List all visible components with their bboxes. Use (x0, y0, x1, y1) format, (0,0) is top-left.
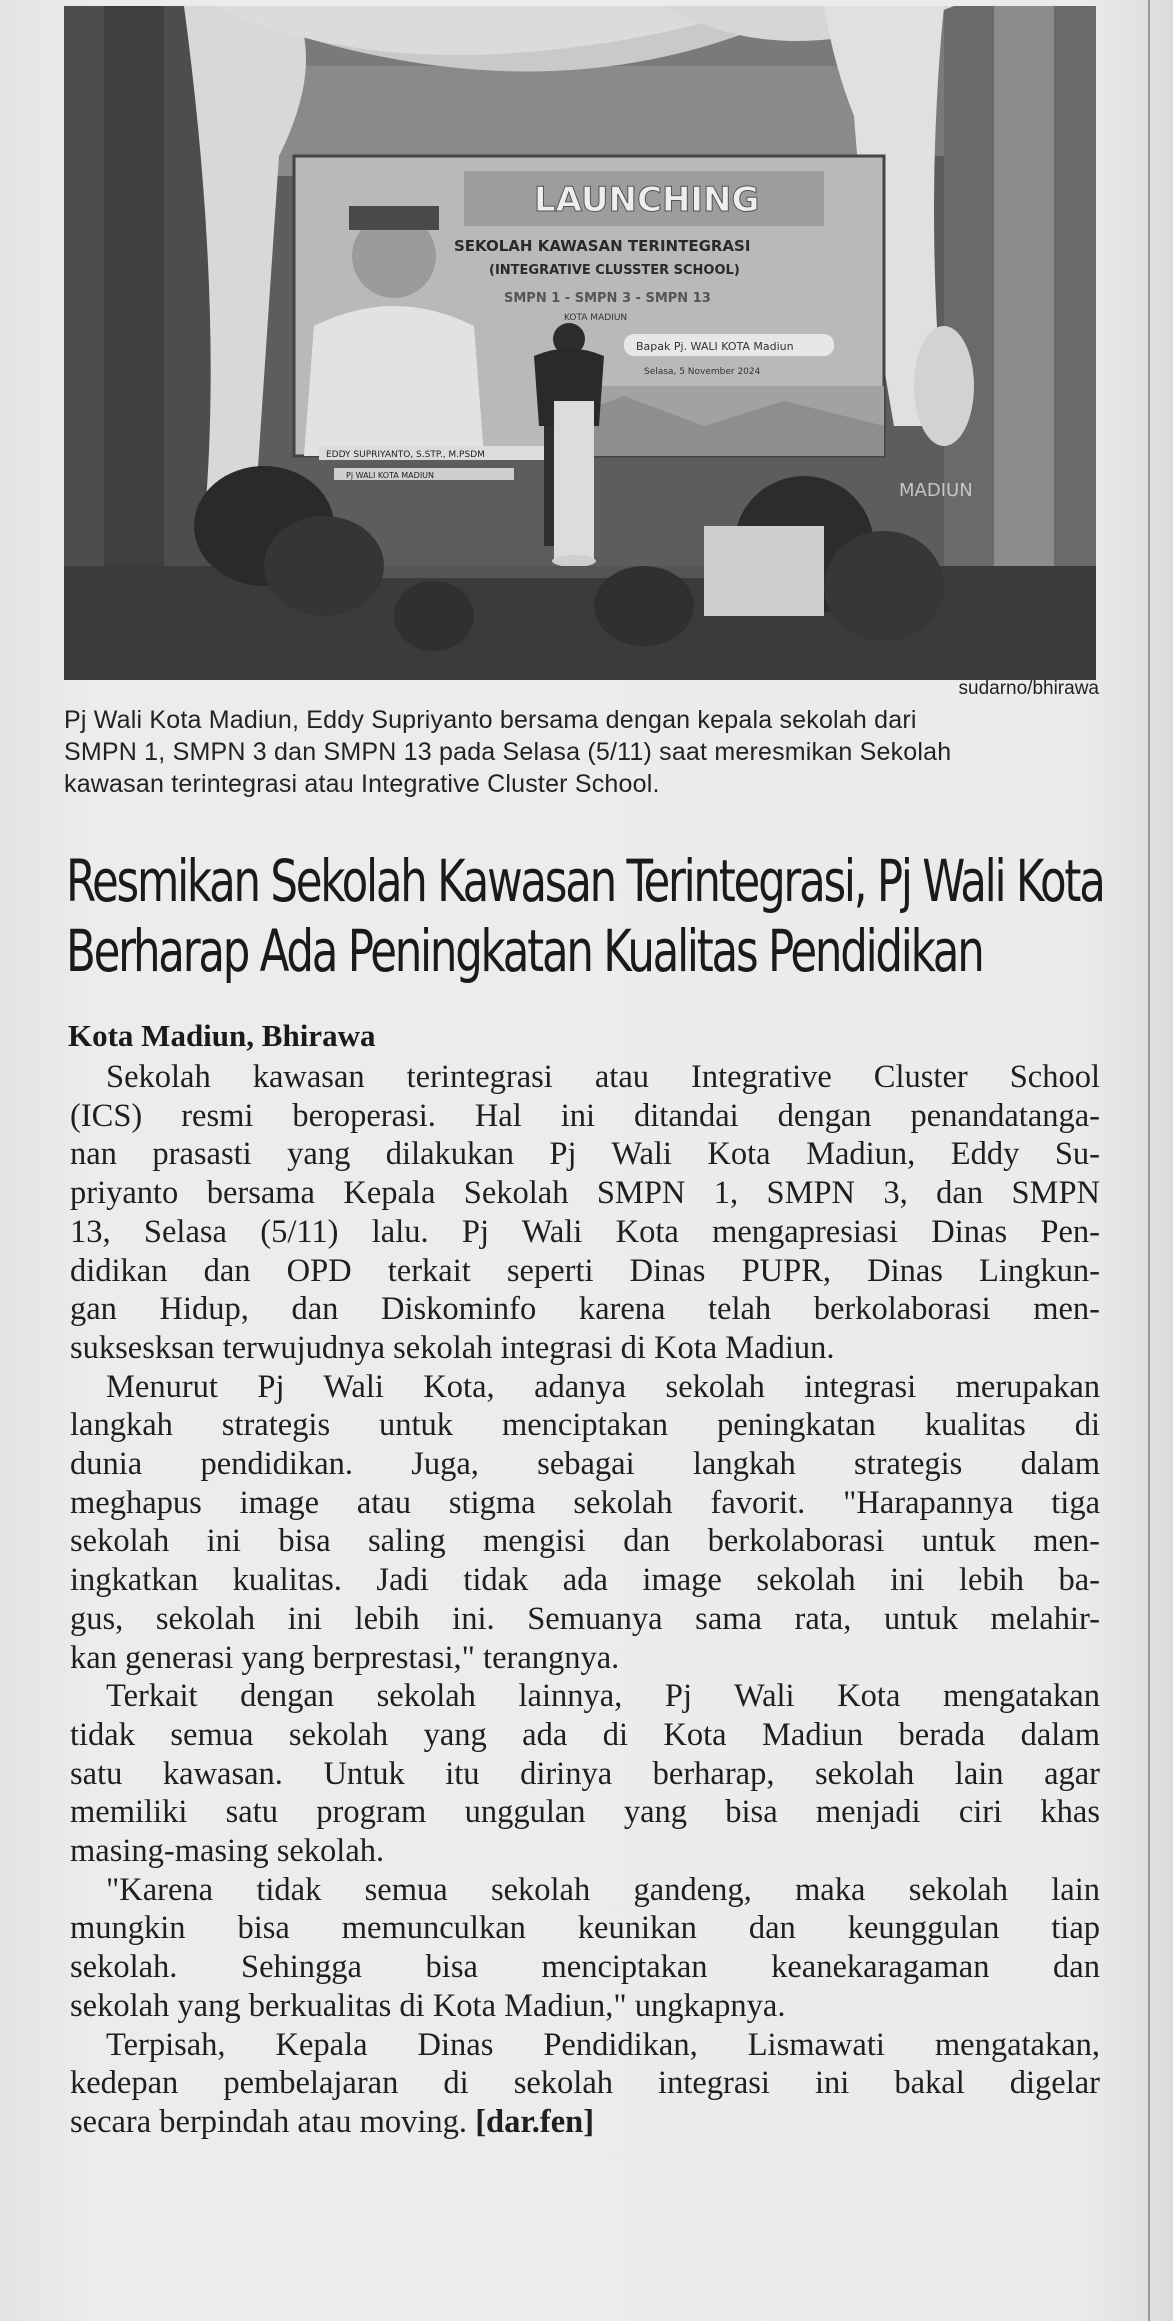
body-line: secara berpindah atau moving. (70, 2103, 468, 2140)
body-line: masing-masing sekolah. (70, 1833, 385, 1870)
banner-line2: (INTEGRATIVE CLUSSTER SCHOOL) (489, 263, 740, 278)
caption-line: SMPN 1, SMPN 3 dan SMPN 13 pada Selasa (5/11) saat meresmikan Sekolah (64, 738, 952, 766)
body-line: gan Hidup, dan Diskominfo karena telah berkolaborasi men- (70, 1291, 1100, 1328)
body-line: sekolah ini bisa saling mengisi dan berkolaborasi untuk men- (70, 1523, 1100, 1560)
article-body (70, 1058, 1100, 2142)
author-signoff: [dar.fen] (475, 2103, 595, 2140)
banner-role: Pj WALI KOTA MADIUN (346, 471, 435, 480)
photo-caption (64, 704, 1104, 800)
banner-title: LAUNCHING (534, 180, 760, 220)
side-text: MADIUN (899, 480, 973, 501)
body-line: didikan dan OPD terkait seperti Dinas PUPR, Dinas Lingkun- (70, 1252, 1100, 1289)
body-line: priyanto bersama Kepala Sekolah SMPN 1, SMPN 3, dan SMPN (70, 1175, 1100, 1212)
body-line: (ICS) resmi beroperasi. Hal ini ditandai dengan penandatanga- (70, 1097, 1100, 1134)
body-line: memiliki satu program unggulan yang bisa menjadi ciri khas (70, 1794, 1100, 1831)
body-line: suksesksan terwujudnya sekolah integrasi di Kota Madiun. (70, 1329, 835, 1366)
caption-line: Pj Wali Kota Madiun, Eddy Supriyanto bersama dengan kepala sekolah dari (64, 706, 917, 734)
headline-line: Berharap Ada Peningkatan Kualitas Pendidikan (66, 917, 983, 985)
body-line: dunia pendidikan. Juga, sebagai langkah strategis dalam (70, 1446, 1100, 1483)
news-photo (64, 6, 1096, 680)
banner-line3: SMPN 1 - SMPN 3 - SMPN 13 (504, 291, 711, 306)
body-line: Menurut Pj Wali Kota, adanya sekolah integrasi merupakan (106, 1368, 1100, 1405)
body-line: Terpisah, Kepala Dinas Pendidikan, Lismawati mengatakan, (106, 2026, 1100, 2063)
banner-line5: Bapak Pj. WALI KOTA Madiun (636, 340, 794, 353)
caption-line: kawasan terintegrasi atau Integrative Cluster School. (64, 770, 660, 798)
column-divider (1148, 0, 1150, 2321)
body-line: gus, sekolah ini lebih ini. Semuanya sama rata, untuk melahir- (70, 1600, 1100, 1637)
photo-credit: sudarno/bhirawa (958, 678, 1099, 699)
body-line: 13, Selasa (5/11) lalu. Pj Wali Kota mengapresiasi Dinas Pen- (70, 1213, 1100, 1250)
body-line: satu kawasan. Untuk itu dirinya berharap, sekolah lain agar (70, 1755, 1100, 1792)
body-line: kedepan pembelajaran di sekolah integrasi ini bakal digelar (70, 2065, 1100, 2102)
dateline: Kota Madiun, Bhirawa (68, 1018, 376, 1053)
body-line: "Karena tidak semua sekolah gandeng, maka sekolah lain (106, 1871, 1100, 1908)
body-line: tidak semua sekolah yang ada di Kota Madiun berada dalam (70, 1716, 1100, 1753)
body-line: sekolah. Sehingga bisa menciptakan keanekaragaman dan (70, 1949, 1100, 1986)
body-line: ingkatkan kualitas. Jadi tidak ada image sekolah ini lebih ba- (70, 1562, 1100, 1599)
banner-name: EDDY SUPRIYANTO, S.STP., M.PSDM (326, 450, 485, 460)
banner-line6: Selasa, 5 November 2024 (644, 367, 761, 377)
body-line-final (70, 2103, 1100, 2142)
banner-line4: KOTA MADIUN (564, 313, 628, 323)
headline (66, 846, 1104, 986)
body-line: Sekolah kawasan terintegrasi atau Integrative Cluster School (106, 1059, 1100, 1095)
body-line: nan prasasti yang dilakukan Pj Wali Kota Madiun, Eddy Su- (70, 1136, 1100, 1173)
body-line: Terkait dengan sekolah lainnya, Pj Wali Kota mengatakan (106, 1678, 1100, 1715)
banner-line1: SEKOLAH KAWASAN TERINTEGRASI (454, 237, 751, 255)
body-line: langkah strategis untuk menciptakan peningkatan kualitas di (70, 1407, 1100, 1444)
headline-line: Resmikan Sekolah Kawasan Terintegrasi, Pj Wali Kota (66, 847, 1104, 915)
body-line: sekolah yang berkualitas di Kota Madiun," ungkapnya. (70, 1987, 786, 2024)
body-line: mungkin bisa memunculkan keunikan dan keunggulan tiap (70, 1910, 1100, 1947)
body-line: meghapus image atau stigma sekolah favorit. "Harapannya tiga (70, 1484, 1100, 1521)
body-line: kan generasi yang berprestasi," terangnya. (70, 1639, 620, 1676)
